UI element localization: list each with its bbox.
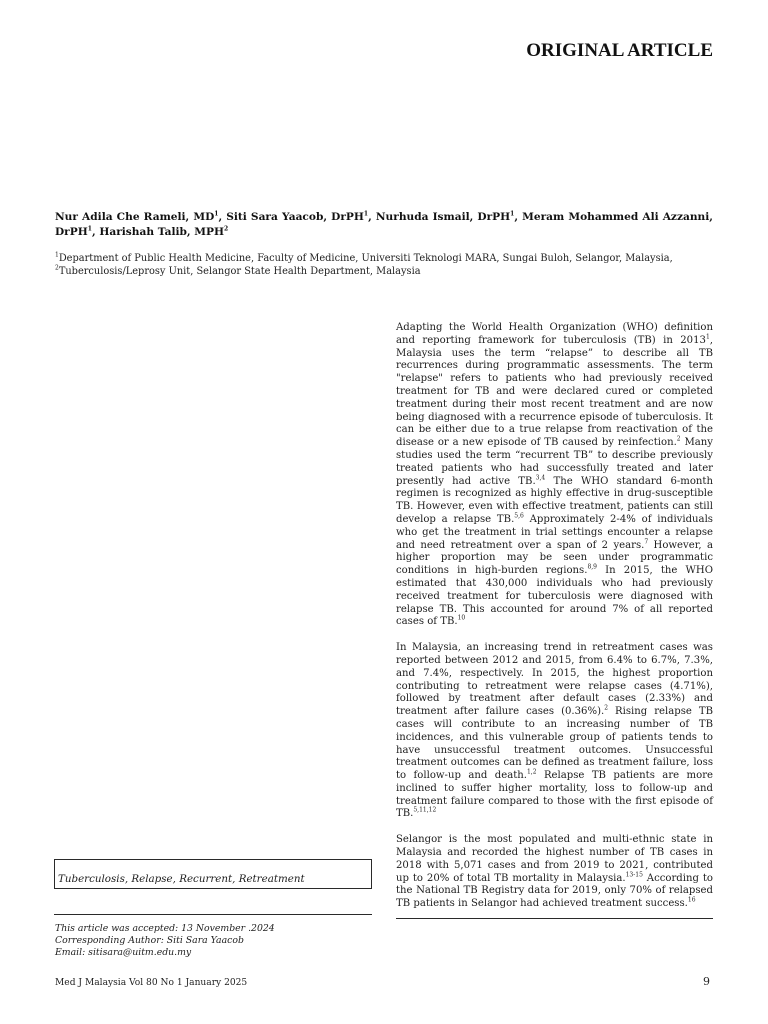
corresponding-author: Corresponding Author: Siti Sara Yaacob: [55, 934, 244, 946]
author-separator: ,: [218, 211, 227, 223]
paragraph-text: Rising relapse TB cases will contribute to an increasing number of TB incidences, and this vulnerable group of patients tends to have unsuccessful treatment outcomes. Unsuccessful treatment outcomes can be defined as treatment failure, loss to follow-up and death.: [396, 706, 713, 782]
citation-mark: 5,11,12: [413, 807, 437, 815]
author-name: Harishah Talib, MPH: [99, 225, 224, 238]
page-number: 9: [703, 975, 710, 988]
citation-mark: 10: [457, 614, 466, 622]
author-affiliation-mark: 1: [510, 210, 515, 218]
author-separator: ,: [514, 211, 523, 223]
keywords-text: Tuberculosis, Relapse, Recurrent, Retreatment: [58, 873, 305, 885]
affiliation-text: Department of Public Health Medicine, Faculty of Medicine, Universiti Teknologi MARA, Sungai Buloh, Selangor, Malaysia,: [58, 253, 673, 264]
paragraph-text: , Malaysia uses the term “relapse” to describe all TB recurrences during programmatic assessments. The term "relapse" refers to patients who had previously received treatment for TB and were declared cured or completed treatment during their most recent treatment and are now being diagnosed with a recurrence episode of tuberculosis. It can be either due to a true relapse from reactivation of the disease or a new episode of TB caused by reinfection.: [396, 334, 713, 449]
article-type-heading: ORIGINAL ARTICLE: [526, 40, 713, 61]
citation-mark: 8,9: [587, 563, 597, 571]
author-affiliation-mark: 2: [224, 224, 229, 232]
footnote-divider: [54, 914, 372, 915]
column-divider: [396, 918, 713, 919]
author-affiliation-mark: 1: [363, 210, 369, 218]
author-separator: ,: [368, 211, 376, 223]
affiliation-number: 1: [55, 251, 59, 259]
citation-mark: 13-15: [625, 871, 643, 879]
body-paragraph: [396, 642, 713, 821]
citation-mark: 5,6: [514, 512, 524, 520]
paragraph-text: In 2015, the WHO estimated that 430,000 individuals who had previously received treatment for tuberculosis were diagnosed with relapse TB. This accounted for around 7% of all reported cases of TB.: [396, 565, 713, 628]
author-list: [55, 210, 713, 239]
affiliations: [55, 252, 713, 278]
paragraph-text: In Malaysia, an increasing trend in retreatment cases was reported between 2012 and 2015, from 6.4% to 6.7%, 7.3%, and 7.4%, respectively. In 2015, the highest proportion contributing to retreatment were relapse cases (4.71%), followed by treatment after default cases (2.33%) and treatment after failure cases (0.36%).: [396, 642, 713, 718]
article-body: [396, 322, 713, 924]
citation-mark: 3,4: [535, 474, 546, 482]
citation-mark: 2: [604, 704, 609, 712]
citation-mark: 16: [687, 896, 696, 904]
paragraph-text: Selangor is the most populated and multi-ethnic state in Malaysia and recorded the highest number of TB cases in 2018 with 5,071 cases and from 2019 to 2021, contributed up to 20% of total TB mortality in Malaysia.: [396, 834, 713, 884]
citation-mark: 7: [644, 538, 649, 546]
paragraph-text: According to the National TB Registry data for 2019, only 70% of relapsed TB patients in Selangor had achieved treatment success.: [396, 872, 713, 910]
paragraph-text: The WHO standard 6-month regimen is recognized as highly effective in drug-susceptible TB. However, even with effective treatment, patients can still develop a relapse TB.: [396, 475, 713, 525]
accepted-date: This article was accepted: 13 November .2024: [55, 923, 275, 934]
affiliation-number: 2: [55, 264, 59, 272]
citation-mark: 1: [705, 333, 710, 341]
author-affiliation-mark: 1: [87, 224, 92, 232]
author-name: Nurhuda Ismail, DrPH: [375, 211, 511, 223]
citation-mark: 1,2: [526, 768, 537, 776]
affiliation-line: [55, 252, 713, 265]
author-affiliation-mark: 1: [214, 210, 219, 218]
body-paragraph: [396, 834, 713, 911]
paragraph-text: Many studies used the term “recurrent TB” to describe previously treated patients who had successfully treated and later presently had active TB.: [396, 437, 713, 487]
footnotes: [55, 923, 375, 958]
author-name: Nur Adila Che Rameli, MD: [55, 211, 215, 223]
author-name: Meram Mohammed Ali Azzanni, DrPH: [55, 211, 713, 238]
paragraph-text: Approximately 2-4% of individuals who get the treatment in trial settings encounter a relapse and need retreatment over a span of 2 years.: [396, 513, 713, 551]
citation-mark: 2: [676, 435, 681, 443]
keywords-box: [54, 859, 372, 889]
body-paragraph: [396, 322, 713, 629]
affiliation-text: Tuberculosis/Leprosy Unit, Selangor State Health Department, Malaysia: [58, 266, 421, 277]
author-separator: ,: [91, 225, 100, 238]
paragraph-text: Adapting the World Health Organization (WHO) definition and reporting framework for tuberculosis (TB) in 2013: [396, 322, 713, 346]
corresponding-email: Email: sitisara@uitm.edu.my: [55, 946, 192, 958]
author-name: Siti Sara Yaacob, DrPH: [226, 211, 364, 223]
paragraph-text: Relapse TB patients are more inclined to suffer higher mortality, loss to follow-up and treatment failure compared to those with the first episode of TB.: [396, 770, 713, 820]
paragraph-text: However, a higher proportion may be seen under programmatic conditions in high-burden regions.: [396, 539, 713, 577]
affiliation-line: [55, 265, 713, 278]
journal-citation: Med J Malaysia Vol 80 No 1 January 2025: [55, 978, 248, 988]
